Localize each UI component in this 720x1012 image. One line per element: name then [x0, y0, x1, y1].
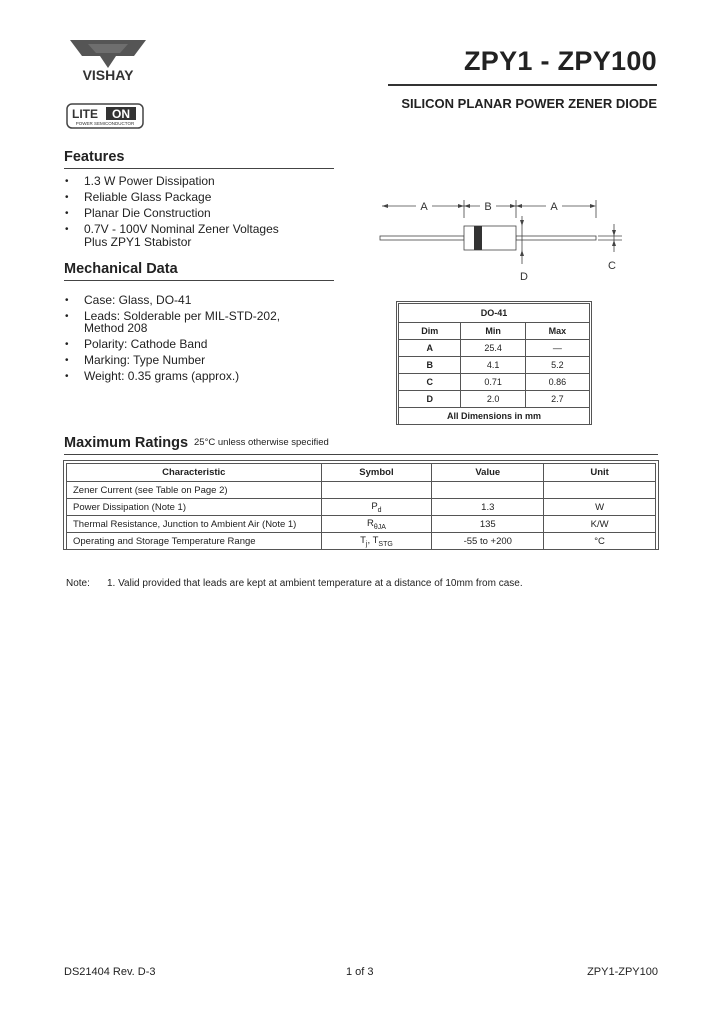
max-cell: 2.7	[525, 391, 589, 408]
symbol-subscript: j	[365, 540, 368, 548]
note	[66, 578, 523, 589]
dimension-col-header: Dim	[399, 323, 461, 340]
diagram-label-b: B	[484, 201, 492, 213]
ratings-col-header: Unit	[544, 464, 656, 482]
value-cell: 135	[432, 516, 544, 533]
unit-cell: K/W	[544, 516, 656, 533]
max-cell: 0.86	[525, 374, 589, 391]
diagram-label-c: C	[608, 260, 616, 272]
ratings-table	[66, 463, 656, 550]
mechanical-rule	[64, 280, 334, 281]
symbol-cell	[321, 499, 432, 516]
mechanical-list-2	[64, 337, 354, 385]
dimension-table-footer: All Dimensions in mm	[399, 408, 590, 425]
ratings-rule	[64, 454, 658, 455]
diode-outline-diagram	[378, 196, 628, 286]
part-title: ZPY1 - ZPY100	[464, 46, 657, 76]
list-item: • 0.7V - 100V Nominal Zener Voltages	[64, 222, 354, 237]
footer-page: 1 of 3	[346, 966, 374, 978]
min-cell: 0.71	[461, 374, 525, 391]
dimension-table	[398, 303, 590, 425]
dimension-col-header: Min	[461, 323, 525, 340]
symbol-cell	[321, 482, 432, 499]
list-item-continuation: Plus ZPY1 Stabistor	[84, 235, 192, 249]
dimension-table-title: DO-41	[399, 304, 590, 323]
symbol-cell	[321, 533, 432, 550]
liteon-logo	[66, 103, 144, 129]
mechanical-heading: Mechanical Data	[64, 261, 178, 277]
ratings-col-header: Characteristic	[67, 464, 322, 482]
list-item: • Weight: 0.35 grams (approx.)	[64, 369, 354, 384]
diagram-left-lead	[380, 236, 464, 240]
min-cell: 4.1	[461, 357, 525, 374]
footer-doc-number: DS21404 Rev. D-3	[64, 966, 156, 978]
list-item: • Case: Glass, DO-41	[64, 293, 354, 308]
note-label: Note:	[66, 578, 90, 589]
characteristic-cell: Operating and Storage Temperature Range	[67, 533, 322, 550]
vishay-logo	[66, 40, 150, 84]
table-row	[399, 357, 590, 374]
symbol-subscript: d	[377, 506, 382, 514]
characteristic-cell: Zener Current (see Table on Page 2)	[67, 482, 322, 499]
list-item: • Leads: Solderable per MIL-STD-202,	[64, 309, 354, 324]
symbol-subscript: STG	[378, 540, 393, 548]
symbol-text: P	[371, 500, 378, 512]
subtitle: SILICON PLANAR POWER ZENER DIODE	[401, 96, 657, 111]
diagram-right-lead	[516, 236, 596, 240]
characteristic-cell: Power Dissipation (Note 1)	[67, 499, 322, 516]
features-heading: Features	[64, 149, 125, 165]
title-rule	[388, 84, 657, 86]
symbol-cell	[321, 516, 432, 533]
list-item: • Marking: Type Number	[64, 353, 354, 368]
min-cell: 25.4	[461, 340, 525, 357]
unit-cell	[544, 482, 656, 499]
symbol-text: , T	[367, 534, 379, 546]
table-row	[399, 340, 590, 357]
features-list	[64, 174, 354, 238]
list-item-continuation: Method 208	[84, 321, 148, 335]
diagram-body	[464, 226, 516, 250]
list-item: • 1.3 W Power Dissipation	[64, 174, 354, 189]
footer-part: ZPY1-ZPY100	[587, 966, 658, 978]
list-item: • Polarity: Cathode Band	[64, 337, 354, 352]
ratings-heading: Maximum Ratings	[64, 435, 189, 451]
svg-text:VISHAY: VISHAY	[82, 67, 134, 83]
ratings-col-header: Symbol	[321, 464, 432, 482]
table-row	[399, 391, 590, 408]
ratings-condition: 25°C unless otherwise specified	[194, 437, 329, 448]
dim-cell: A	[399, 340, 461, 357]
table-row	[67, 516, 656, 533]
max-cell: —	[525, 340, 589, 357]
table-row	[67, 482, 656, 499]
value-cell: 1.3	[432, 499, 544, 516]
symbol-text: T	[360, 534, 366, 546]
symbol-subscript: θJA	[373, 523, 386, 531]
characteristic-cell: Thermal Resistance, Junction to Ambient Air (Note 1)	[67, 516, 322, 533]
value-cell: -55 to +200	[432, 533, 544, 550]
note-text: 1. Valid provided that leads are kept at ambient temperature at a distance of 10mm from case.	[107, 578, 523, 589]
diagram-label-a-left: A	[420, 201, 428, 213]
table-row	[399, 374, 590, 391]
diagram-cathode-band	[474, 226, 482, 250]
svg-text:POWER SEMICONDUCTOR: POWER SEMICONDUCTOR	[75, 121, 135, 126]
dim-cell: D	[399, 391, 461, 408]
dim-cell: B	[399, 357, 461, 374]
symbol-text: R	[366, 517, 374, 529]
dimension-col-header: Max	[525, 323, 589, 340]
max-cell: 5.2	[525, 357, 589, 374]
list-item: • Reliable Glass Package	[64, 190, 354, 205]
ratings-col-header: Value	[432, 464, 544, 482]
features-rule	[64, 168, 334, 169]
svg-text:LITE: LITE	[72, 107, 98, 121]
svg-text:ON: ON	[112, 107, 130, 121]
dim-cell: C	[399, 374, 461, 391]
unit-cell: °C	[544, 533, 656, 550]
unit-cell: W	[544, 499, 656, 516]
diagram-label-d: D	[520, 271, 528, 283]
table-row	[67, 499, 656, 516]
value-cell	[432, 482, 544, 499]
table-row	[67, 533, 656, 550]
diagram-label-a-right: A	[550, 201, 558, 213]
list-item: • Planar Die Construction	[64, 206, 354, 221]
min-cell: 2.0	[461, 391, 525, 408]
